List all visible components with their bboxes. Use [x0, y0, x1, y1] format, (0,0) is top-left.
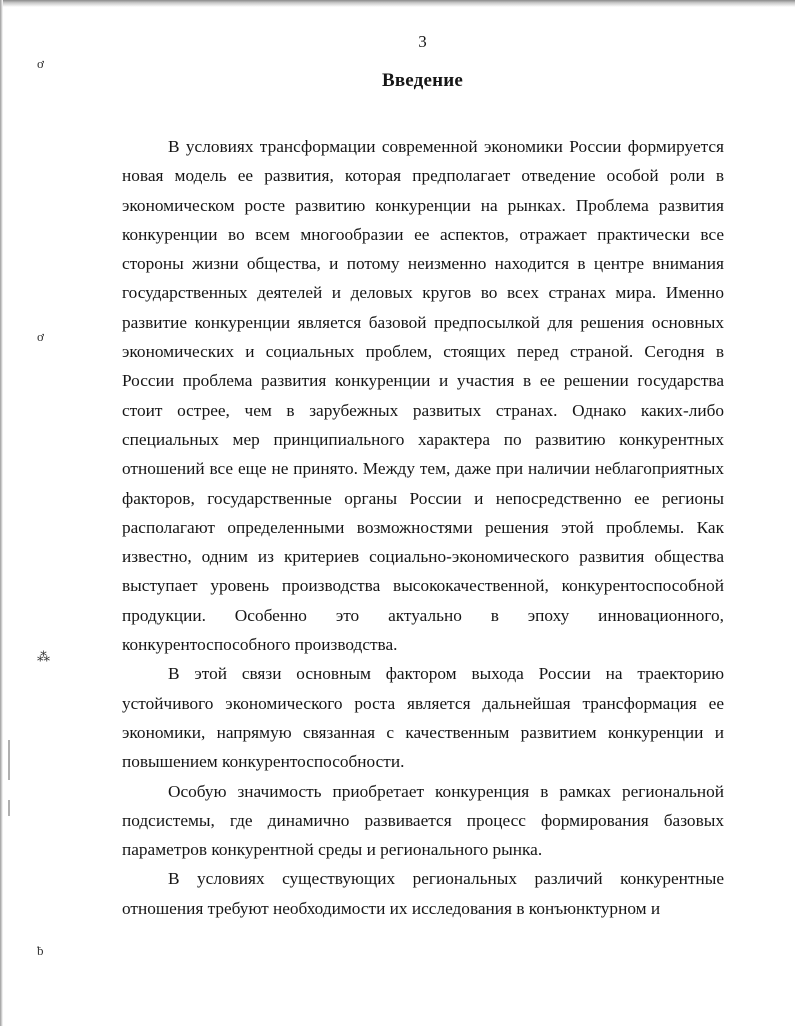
margin-scan-artifact — [8, 740, 10, 780]
margin-punch-mark: ơ — [37, 329, 44, 344]
paragraph-4: В условиях существующих региональных различий конкурентные отношения требуют необходимости их исследования в конъюнктурном и — [122, 869, 724, 918]
page-title: Введение — [381, 70, 464, 91]
margin-punch-mark: ƀ — [37, 943, 44, 958]
margin-punch-mark: ⁂ — [37, 649, 50, 664]
body-text — [122, 132, 724, 923]
paragraph-1: В условиях трансформации современной экономики России формируется новая модель ее развития, которая предполагает отведение особой роли в экономическом росте развитию конкуренции на рынках. Проблема развития конкуренции во всем многообразии ее аспектов, отражает практически все стороны жизни общества, и потому неизменно находится в центре внимания государственных деятелей и деловых кругов во всех странах мира. Именно развитие конкуренции является базовой предпосылкой для решения основных экономических и социальных проблем, стоящих перед страной. Сегодня в России проблема развития конкуренции и участия в ее решении государства стоит острее, чем в зарубежных развитых странах. Однако каких-либо специальных мер принципиального характера по развитию конкурентных отношений все еще не принято. Между тем, даже при наличии неблагоприятных факторов, государственные органы России и непосредственно ее регионы располагают определенными возможностями решения этой проблемы. Как известно, одним из критериев социально-экономического развития общества выступает уровень производства высококачественной, конкурентоспособной продукции. Особенно это актуально в эпоху инновационного, конкурентоспособного производства. — [122, 137, 724, 655]
paragraph-3: Особую значимость приобретает конкуренция в рамках региональной подсистемы, где динамично развивается процесс формирования базовых параметров конкурентной среды и регионального рынка. — [122, 781, 724, 860]
paragraph-2: В этой связи основным фактором выхода России на траекторию устойчивого экономического роста является дальнейшая трансформация ее экономики, напрямую связанная с качественным развитием конкуренции и повышением конкурентоспособности. — [122, 664, 724, 772]
margin-punch-mark: ơ — [37, 56, 44, 71]
scan-edge-left — [0, 0, 3, 1026]
page-number: 3 — [418, 32, 427, 51]
margin-scan-artifact — [8, 800, 10, 816]
scan-edge-top — [0, 0, 795, 7]
